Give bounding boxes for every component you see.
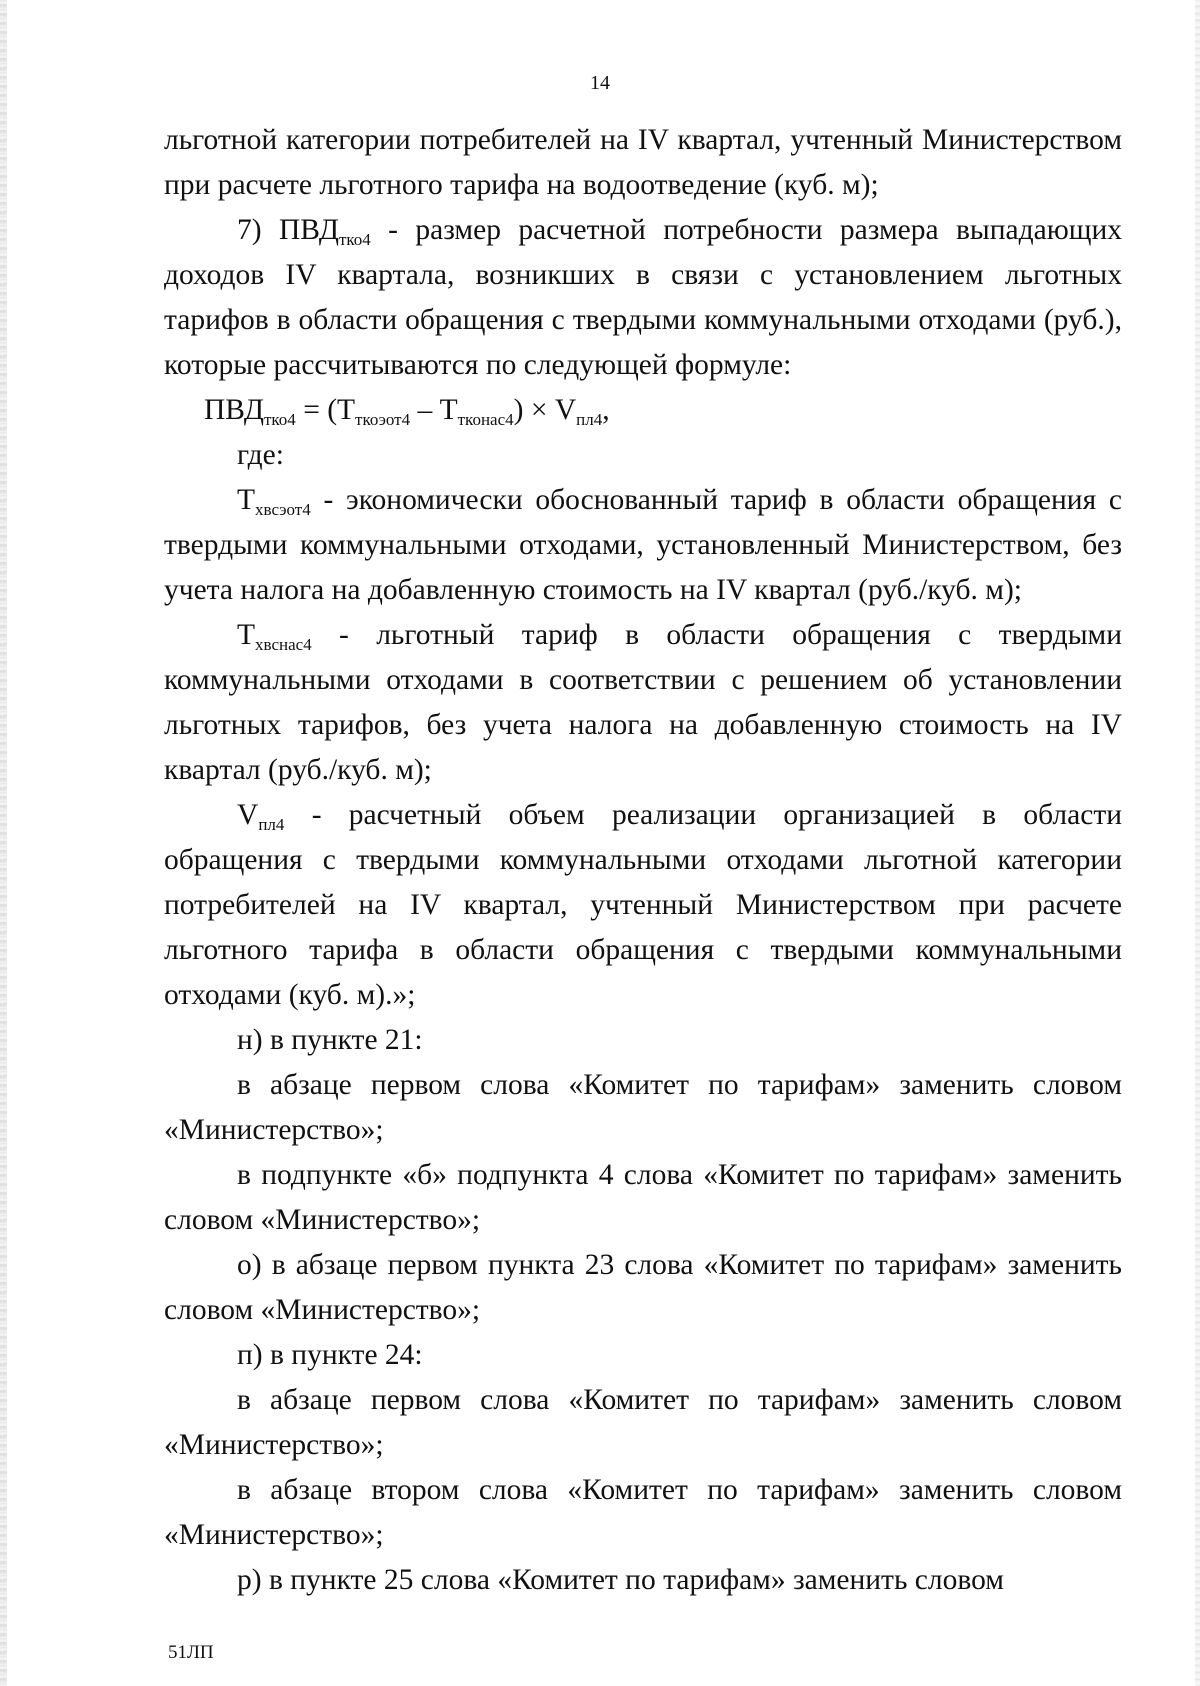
symbol-v: V — [237, 799, 259, 831]
scan-edge-left — [0, 0, 7, 1686]
formula-v-sub: пл4 — [576, 410, 603, 429]
formula-minus: – Т — [410, 394, 458, 426]
definition-t-preferential — [164, 613, 1122, 793]
document-code: 51ЛП — [168, 1642, 214, 1663]
paragraph-item-p: п) в пункте 24: — [237, 1339, 423, 1371]
document-body — [164, 118, 1122, 1603]
page-number: 14 — [590, 72, 610, 94]
paragraph-item-n: н) в пункте 21: — [237, 1024, 423, 1056]
formula-t2-sub: тконас4 — [457, 410, 514, 429]
definition-t-econ-text: - экономически обоснованный тариф в области обращения с твердыми коммунальными отходами, установленный Министерством, без учета налога на добавленную стоимость на IV квартал (руб./куб. м); — [164, 484, 1122, 606]
paragraph-where: где: — [237, 439, 284, 471]
formula-t1-sub: ткоэот4 — [355, 410, 411, 429]
symbol-t: Т — [237, 619, 256, 651]
subscript-pl4: пл4 — [258, 815, 285, 834]
paragraph-item-n-1: в абзаце первом слова «Комитет по тарифам» заменить словом «Министерство»; — [164, 1069, 1122, 1146]
paragraph-item-r: р) в пункте 25 слова «Комитет по тарифам» заменить словом — [237, 1564, 1004, 1596]
symbol-t: Т — [237, 484, 256, 516]
definition-v-volume — [164, 793, 1122, 1018]
formula-lhs-sub: тко4 — [263, 410, 296, 429]
scan-edge-right — [1195, 0, 1200, 1686]
paragraph-item-n-2: в подпункте «б» подпункта 4 слова «Комитет по тарифам» заменить словом «Министерство»; — [164, 1159, 1122, 1236]
formula-times: ) × V — [513, 394, 577, 426]
formula-lhs: ПВД — [204, 394, 264, 426]
paragraph-item-7-text: - размер расчетной потребности размера выпадающих доходов IV квартала, возникших в связи с установлением льготных тарифов в области обращения с твердыми коммунальными отходами (руб.), которые рассчитываются по следующей формуле: — [164, 214, 1122, 381]
paragraph-item-p-1: в абзаце первом слова «Комитет по тарифам» заменить словом «Министерство»; — [164, 1384, 1122, 1461]
paragraph-item-o: о) в абзаце первом пункта 23 слова «Комитет по тарифам» заменить словом «Министерство»; — [164, 1249, 1122, 1326]
formula-eq-open: = (Т — [295, 394, 356, 426]
subscript-hvseot4: хвсэот4 — [255, 500, 311, 519]
subscript-hvsnas4: хвснас4 — [255, 635, 312, 654]
paragraph-item-p-2: в абзаце втором слова «Комитет по тарифам» заменить словом «Министерство»; — [164, 1474, 1122, 1551]
formula-expression — [164, 388, 610, 433]
paragraph-item-7 — [164, 208, 1122, 388]
formula — [164, 388, 1122, 433]
formula-end: , — [602, 394, 610, 426]
definition-t-econ — [164, 478, 1122, 613]
definition-t-preferential-text: - льготный тариф в области обращения с твердыми коммунальными отходами в соответствии с решением об установлении льготных тарифов, без учета налога на добавленную стоимость на IV квартал (руб./куб. м); — [164, 619, 1122, 786]
symbol-pvd: 7) ПВД — [237, 214, 339, 246]
paragraph-continuation: льготной категории потребителей на IV квартал, учтенный Министерством при расчете льготного тарифа на водоотведение (куб. м); — [164, 124, 1122, 201]
definition-v-volume-text: - расчетный объем реализации организацией в области обращения с твердыми коммунальными отходами льготной категории потребителей на IV квартал, учтенный Министерством при расчете льготного тарифа в области обращения с твердыми коммунальными отходами (куб. м).»; — [164, 799, 1122, 1011]
subscript-tko4: тко4 — [338, 230, 371, 249]
